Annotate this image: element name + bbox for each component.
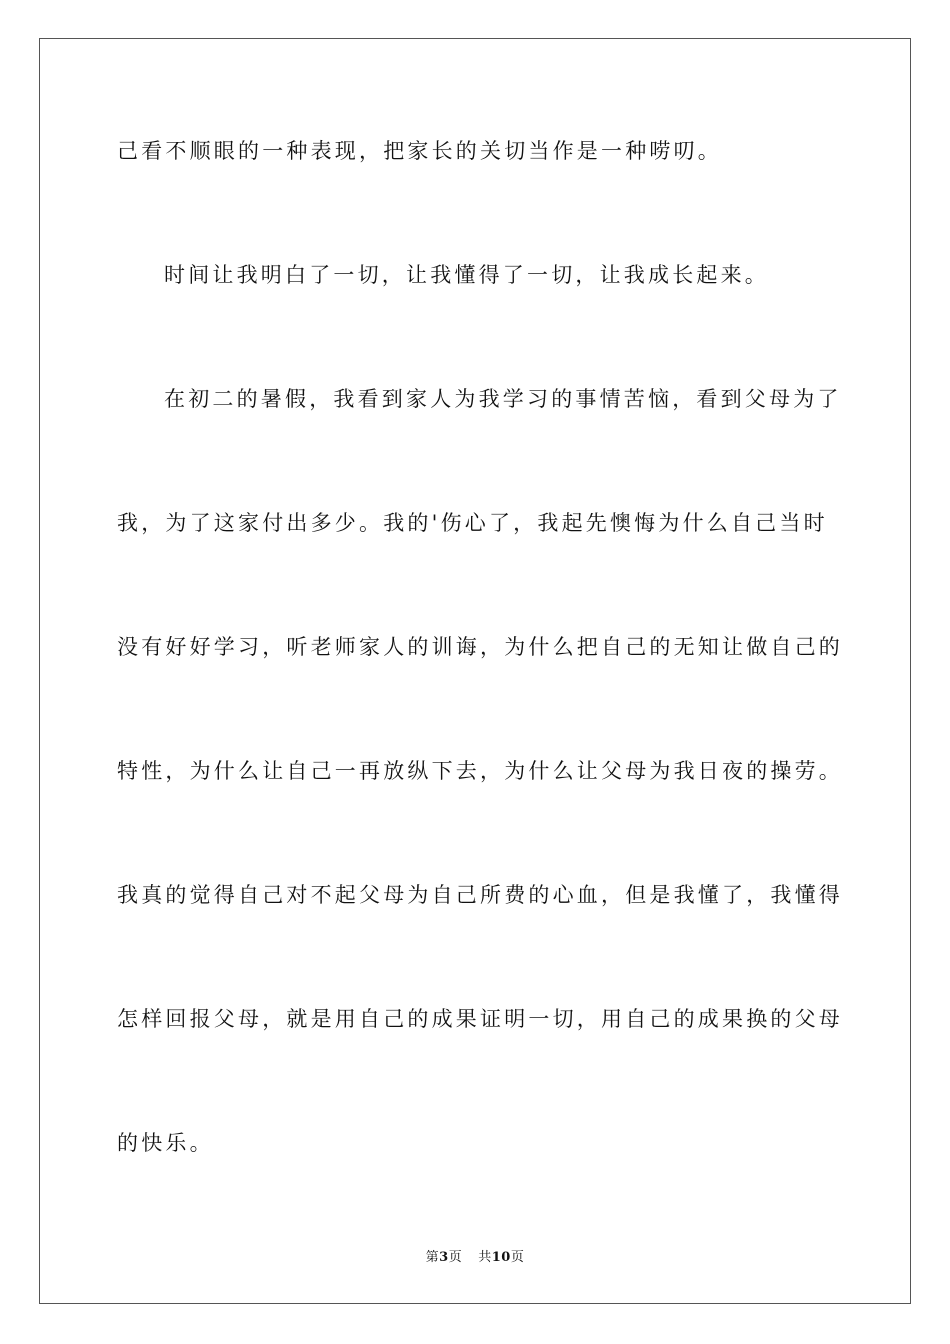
text-line-4: 我，为了这家付出多少。我的'伤心了，我起先懊悔为什么自己当时 — [117, 511, 828, 535]
text-line-1: 己看不顺眼的一种表现，把家长的关切当作是一种唠叨。 — [117, 139, 722, 163]
total-prefix: 共 — [478, 1250, 492, 1265]
text-line-6: 特性，为什么让自己一再放纵下去，为什么让父母为我日夜的操劳。 — [117, 759, 843, 783]
page-number: 3 — [439, 1250, 449, 1265]
page-suffix: 页 — [448, 1250, 463, 1265]
text-line-9: 的快乐。 — [117, 1131, 214, 1155]
page-footer — [0, 1246, 950, 1265]
text-line-5: 没有好好学习，听老师家人的训诲，为什么把自己的无知让做自己的 — [117, 635, 843, 659]
text-line-7: 我真的觉得自己对不起父母为自己所费的心血，但是我懂了，我懂得 — [117, 883, 843, 907]
page-frame — [39, 38, 911, 1304]
total-suffix: 页 — [510, 1250, 525, 1265]
page-prefix: 第 — [425, 1250, 440, 1265]
text-line-8: 怎样回报父母，就是用自己的成果证明一切，用自己的成果换的父母 — [117, 1007, 843, 1031]
text-line-3: 在初二的暑假，我看到家人为我学习的事情苦恼，看到父母为了 — [164, 387, 842, 411]
text-line-2: 时间让我明白了一切，让我懂得了一切，让我成长起来。 — [164, 263, 769, 287]
total-pages: 10 — [491, 1250, 511, 1265]
